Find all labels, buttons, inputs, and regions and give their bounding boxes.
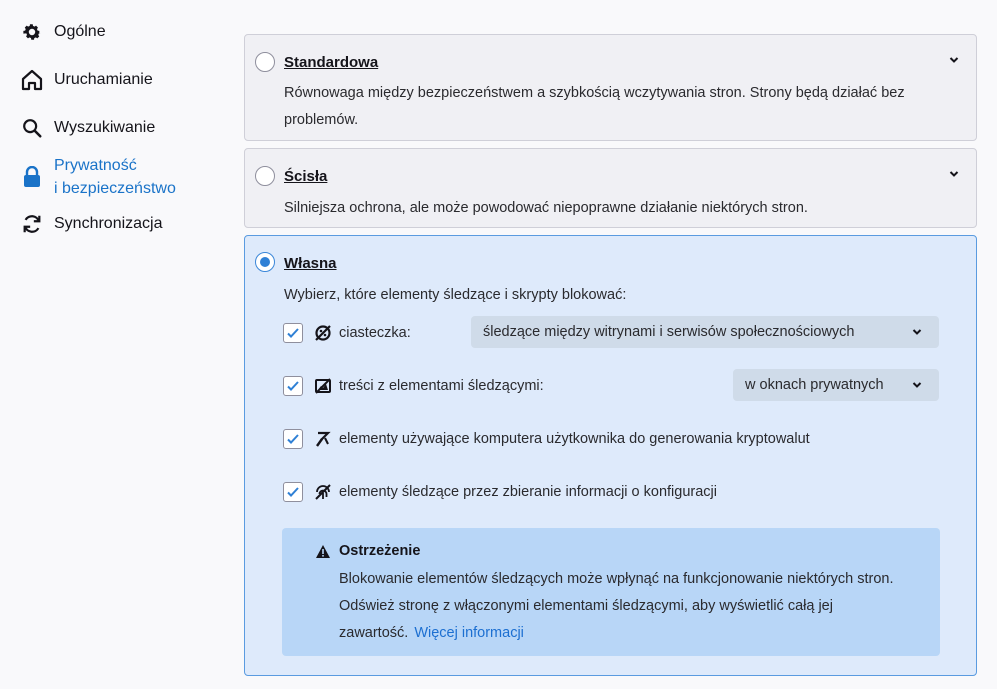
tracking-content-select[interactable]: w oknach prywatnych <box>733 369 939 401</box>
sidebar-item-search[interactable] <box>20 116 155 140</box>
standard-title: Standardowa <box>284 54 379 71</box>
tracking-content-checkbox[interactable] <box>283 376 303 396</box>
sidebar-item-label: Ogólne <box>54 23 106 40</box>
sidebar-item-label: Uruchamianie <box>54 71 153 88</box>
tracking-option-strict[interactable] <box>244 148 977 228</box>
cookies-select[interactable]: śledzące między witrynami i serwisów społecznościowych <box>471 316 939 348</box>
sidebar-item-label: Wyszukiwanie <box>54 119 156 136</box>
tracking-content-label: treści z elementami śledzącymi: <box>339 378 544 394</box>
sidebar-item-general[interactable] <box>20 20 106 44</box>
strict-description: Silniejsza ochrona, ale może powodować niepoprawne działanie niektórych stron. <box>284 200 808 216</box>
chevron-down-icon[interactable] <box>948 168 960 180</box>
fingerprinters-checkbox[interactable] <box>283 482 303 502</box>
tracking-option-custom[interactable] <box>244 235 977 676</box>
warning-text: Blokowanie elementów śledzących może wpłynąć na funkcjonowanie niektórych stron. Odśwież stronę z włączonymi elementami śledzącymi, aby wyświetlić całą jej zawartość. Więcej informacji <box>339 571 894 641</box>
cookies-checkbox[interactable] <box>283 323 303 343</box>
custom-title: Własna <box>284 255 337 272</box>
chevron-down-icon <box>911 379 923 391</box>
warning-title: Ostrzeżenie <box>339 543 421 559</box>
cryptominer-icon <box>314 430 332 448</box>
sync-icon <box>20 212 44 236</box>
tracking-option-standard[interactable] <box>244 34 977 141</box>
learn-more-link[interactable]: Więcej informacji <box>414 625 524 641</box>
sidebar-item-privacy[interactable] <box>20 154 176 200</box>
home-icon <box>20 68 44 92</box>
custom-radio[interactable] <box>255 252 275 272</box>
sidebar-item-label: Synchronizacja <box>54 215 163 232</box>
fingerprint-icon <box>314 483 332 501</box>
chevron-down-icon[interactable] <box>948 54 960 66</box>
sidebar-item-sync[interactable] <box>20 212 163 236</box>
chevron-down-icon <box>911 326 923 338</box>
cryptominers-checkbox[interactable] <box>283 429 303 449</box>
cookies-label: ciasteczka: <box>339 325 411 341</box>
strict-title: Ścisła <box>284 168 328 185</box>
standard-description: Równowaga między bezpieczeństwem a szybkością wczytywania stron. Strony będą działać bez problemów. <box>284 85 905 128</box>
standard-radio[interactable] <box>255 52 275 72</box>
cryptominers-label: elementy używające komputera użytkownika do generowania kryptowalut <box>339 431 810 447</box>
gear-icon <box>20 20 44 44</box>
cookie-icon <box>314 324 332 342</box>
search-icon <box>20 116 44 140</box>
lock-icon <box>20 165 44 189</box>
sidebar-item-label-line1: Prywatność <box>54 157 137 174</box>
sidebar-item-label-line2: i bezpieczeństwo <box>54 180 176 197</box>
fingerprinters-label: elementy śledzące przez zbieranie informacji o konfiguracji <box>339 484 717 500</box>
tracking-content-icon <box>314 377 332 395</box>
custom-intro: Wybierz, które elementy śledzące i skrypty blokować: <box>284 287 627 303</box>
sidebar <box>0 0 240 689</box>
warning-box <box>282 528 940 656</box>
warning-icon <box>315 544 331 559</box>
strict-radio[interactable] <box>255 166 275 186</box>
sidebar-item-home[interactable] <box>20 68 153 92</box>
